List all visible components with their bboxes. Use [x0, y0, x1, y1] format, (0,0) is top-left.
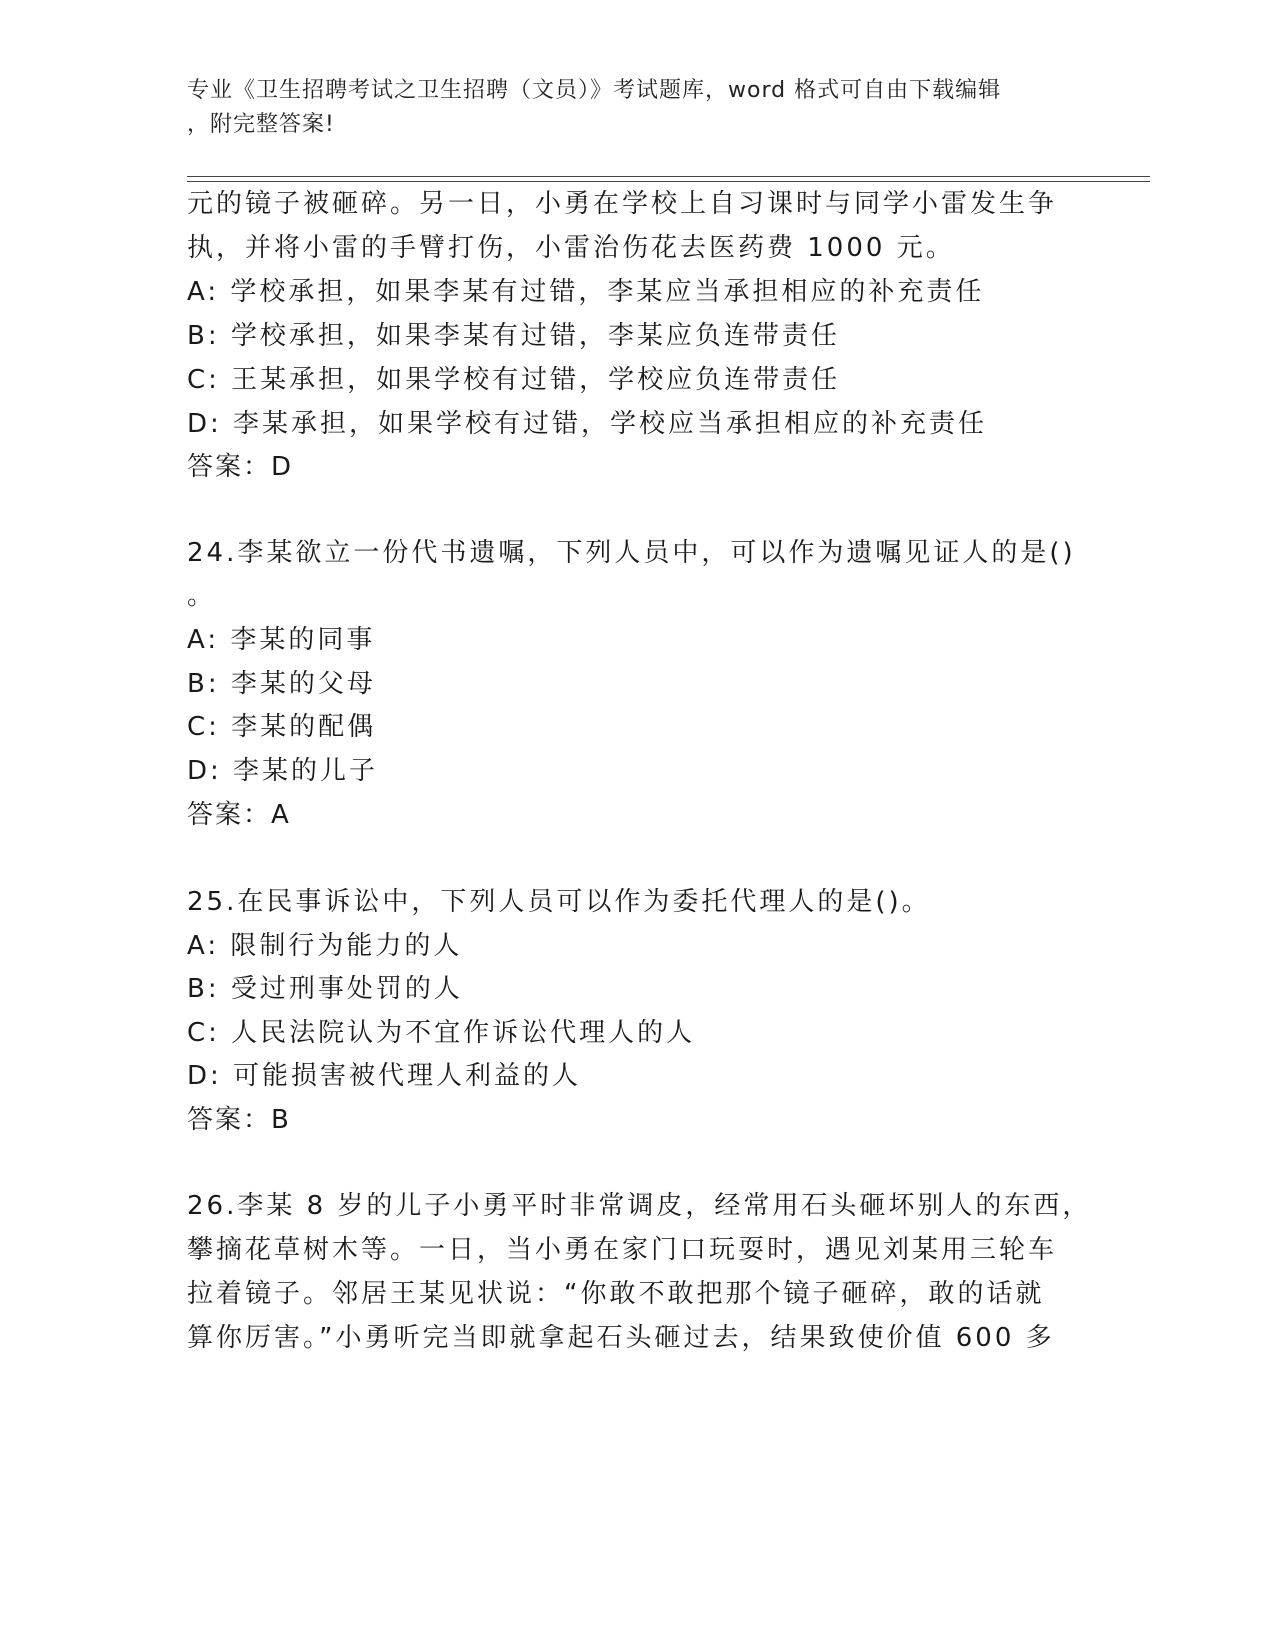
question-stem-line: 。 — [187, 581, 214, 611]
option-c: C: 李某的配偶 — [187, 712, 377, 742]
question-stem-line: 24.李某欲立一份代书遗嘱，下列人员中，可以作为遗嘱见证人的是() — [187, 538, 1076, 568]
option-a: A: 学校承担，如果李某有过错，李某应当承担相应的补充责任 — [187, 277, 985, 307]
question-stem-line: 攀摘花草树木等。一日，当小勇在家门口玩耍时，遇见刘某用三轮车 — [187, 1235, 1058, 1265]
question-stem-line: 25.在民事诉讼中，下列人员可以作为委托代理人的是()。 — [187, 887, 931, 917]
option-a: A: 限制行为能力的人 — [187, 931, 463, 961]
option-c: C: 人民法院认为不宜作诉讼代理人的人 — [187, 1018, 696, 1048]
answer-line: 答案：B — [187, 1105, 291, 1135]
header-line-1: 专业《卫生招聘考试之卫生招聘（文员）》考试题库，word 格式可自由下载编辑 — [187, 78, 1002, 103]
answer-line: 答案：A — [187, 800, 291, 830]
option-b: B: 学校承担，如果李某有过错，李某应负连带责任 — [187, 321, 840, 351]
option-a: A: 李某的同事 — [187, 625, 376, 655]
option-d: D: 可能损害被代理人利益的人 — [187, 1061, 582, 1091]
answer-line: 答案：D — [187, 452, 294, 482]
option-b: B: 李某的父母 — [187, 669, 376, 699]
option-d: D: 李某承担，如果学校有过错，学校应当承担相应的补充责任 — [187, 409, 988, 439]
question-stem-line: 元的镜子被砸碎。另一日，小勇在学校上自习课时与同学小雷发生争 — [187, 189, 1058, 219]
question-stem-line: 26.李某 8 岁的儿子小勇平时非常调皮，经常用石头砸坏别人的东西， — [187, 1191, 1092, 1221]
header-line-2: ，附完整答案! — [187, 112, 335, 137]
option-d: D: 李某的儿子 — [187, 756, 379, 786]
question-stem-line: 算你厉害。”小勇听完当即就拿起石头砸过去，结果致使价值 600 多 — [187, 1323, 1055, 1353]
question-stem-line: 执，并将小雷的手臂打伤，小雷治伤花去医药费 1000 元。 — [187, 233, 955, 263]
option-c: C: 王某承担，如果学校有过错，学校应负连带责任 — [187, 365, 841, 395]
header-title — [187, 74, 1087, 142]
header-divider — [187, 176, 1150, 182]
option-b: B: 受过刑事处罚的人 — [187, 974, 463, 1004]
question-stem-line: 拉着镜子。邻居王某见状说：“你敢不敢把那个镜子砸碎，敢的话就 — [187, 1279, 1045, 1309]
